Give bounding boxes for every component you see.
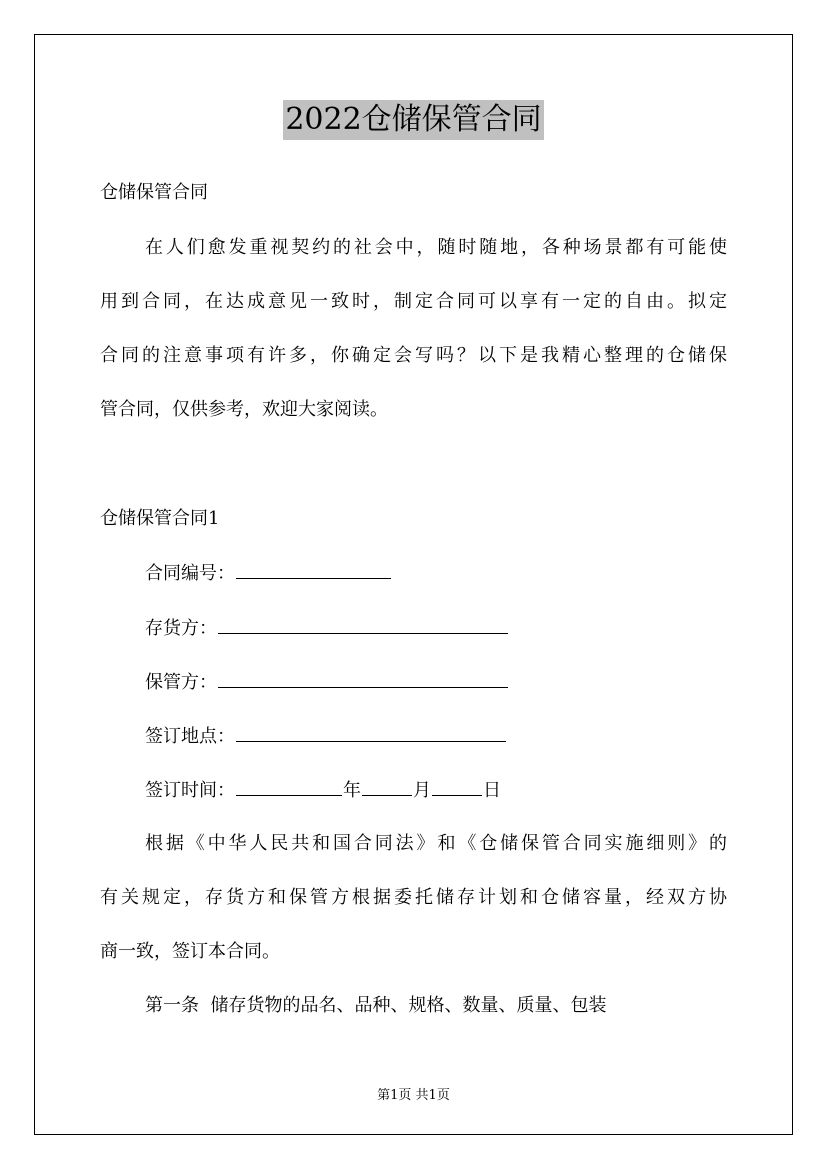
custodian-label: 保管方： bbox=[145, 672, 217, 693]
signing-time-label: 签订时间： bbox=[145, 780, 235, 801]
custodian-blank bbox=[218, 669, 508, 688]
year-blank bbox=[236, 777, 342, 796]
intro-line-3: 合同的注意事项有许多，你确定会写吗？以下是我精心整理的仓储保 bbox=[100, 345, 727, 366]
depositor-blank bbox=[218, 615, 508, 634]
month-label: 月 bbox=[413, 780, 431, 801]
year-label: 年 bbox=[343, 780, 361, 801]
signing-place-row bbox=[145, 723, 507, 750]
intro-line-2: 用到合同，在达成意见一致时，制定合同可以享有一定的自由。拟定 bbox=[100, 291, 727, 312]
depositor-row bbox=[145, 615, 509, 642]
page-footer: 第1页 共1页 bbox=[377, 1088, 450, 1103]
intro-line-1: 在人们愈发重视契约的社会中，随时随地，各种场景都有可能使 bbox=[145, 237, 727, 258]
contract-number-blank bbox=[236, 560, 391, 579]
signing-time-row bbox=[145, 777, 501, 804]
contract-number-label: 合同编号： bbox=[145, 563, 235, 584]
day-blank bbox=[432, 777, 482, 796]
intro-line-4: 管合同，仅供参考，欢迎大家阅读。 bbox=[100, 399, 388, 420]
basis-line-2: 有关规定，存货方和保管方根据委托储存计划和仓储容量，经双方协 bbox=[100, 887, 727, 908]
article-1-heading: 第一条 储存货物的品名、品种、规格、数量、质量、包装 bbox=[145, 995, 607, 1016]
document-title: 2022仓储保管合同 bbox=[283, 100, 543, 140]
day-label: 日 bbox=[483, 780, 501, 801]
signing-place-label: 签订地点： bbox=[145, 726, 235, 747]
section-heading: 仓储保管合同1 bbox=[100, 508, 220, 529]
month-blank bbox=[362, 777, 412, 796]
document-heading: 仓储保管合同 bbox=[100, 182, 208, 203]
basis-line-3: 商一致，签订本合同。 bbox=[100, 941, 280, 962]
signing-place-blank bbox=[236, 723, 506, 742]
title-container bbox=[0, 100, 827, 140]
basis-line-1: 根据《中华人民共和国合同法》和《仓储保管合同实施细则》的 bbox=[145, 833, 727, 854]
custodian-row bbox=[145, 669, 509, 696]
contract-number-row bbox=[145, 560, 392, 587]
depositor-label: 存货方： bbox=[145, 618, 217, 639]
